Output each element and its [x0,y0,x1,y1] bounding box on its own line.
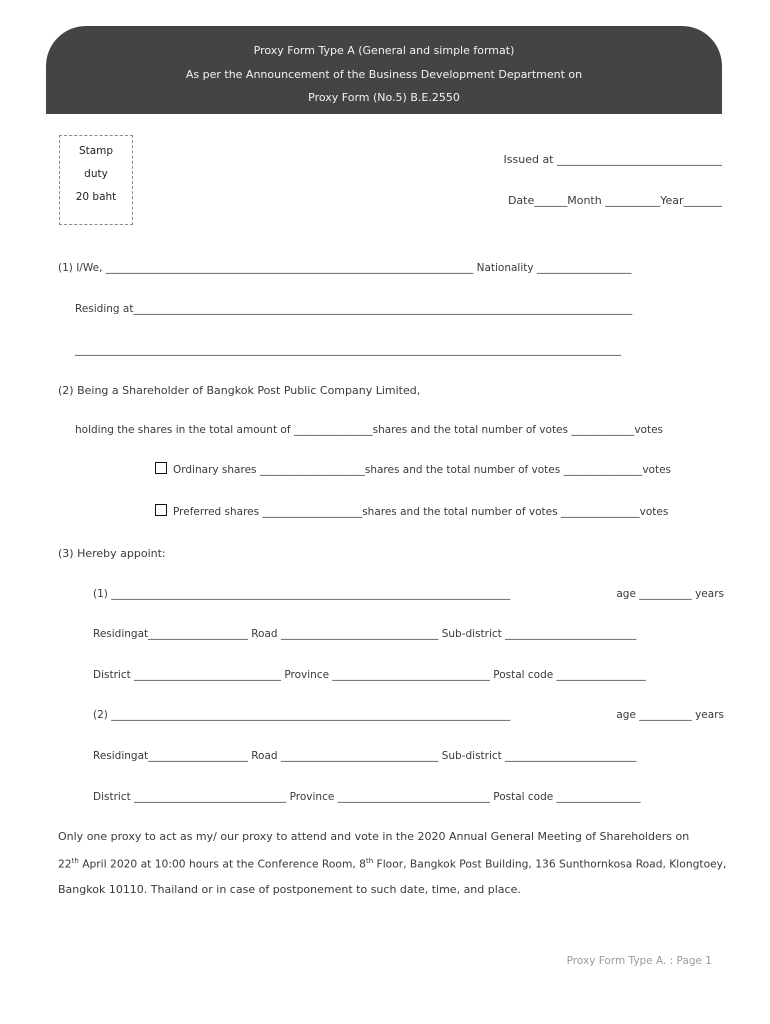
proxy-2-age-field[interactable]: age __________ years [616,709,724,721]
page-footer: Proxy Form Type A. : Page 1 [566,955,712,967]
total-shares-field[interactable]: holding the shares in the total amount of _______________shares and the total number of votes ____________votes [75,424,664,436]
preferred-shares-field[interactable]: Preferred shares ___________________shares and the total number of votes _______________votes [173,506,669,518]
proxy-2-residing-field[interactable]: Residingat___________________ Road ______________________________ Sub-district _________________________ [93,750,637,762]
form-header [46,26,722,114]
header-title: Proxy Form Type A (General and simple format) [253,44,515,57]
ordinary-shares-checkbox[interactable] [155,462,167,474]
header-reference: Proxy Form (No.5) B.E.2550 [308,91,460,104]
proxy-2-district-field[interactable]: District _____________________________ Province _____________________________ Postal code ________________ [93,791,641,803]
shareholder-name-field[interactable]: (1) I/We, ______________________________________________________________________ Nationality __________________ [58,262,632,274]
address-continuation-field[interactable]: ________________________________________________________________________________________________________ [75,344,621,356]
proxy-paragraph-line-3: Bangkok 10110. Thailand or in case of postponement to such date, time, and place. [58,883,521,896]
stamp-line-3: 20 baht [75,191,117,203]
proxy-1-district-field[interactable]: District ____________________________ Province ______________________________ Postal code _________________ [93,669,646,681]
ordinary-shares-field[interactable]: Ordinary shares ____________________shares and the total number of votes _______________votes [173,464,672,476]
section-3-title: (3) Hereby appoint: [58,547,166,560]
section-2-title: (2) Being a Shareholder of Bangkok Post Public Company Limited, [58,384,421,397]
preferred-shares-checkbox[interactable] [155,504,167,516]
proxy-paragraph-line-2: 22th April 2020 at 10:00 hours at the Conference Room, 8th Floor, Bangkok Post Building, 136 Sunthornkosa Road, Klongtoey, [58,857,727,871]
stamp-line-2: duty [84,168,108,180]
proxy-2-name-field[interactable]: (2) ____________________________________________________________________________ [93,709,511,721]
date-field[interactable]: Date______Month __________Year_______ [507,194,722,207]
proxy-1-name-field[interactable]: (1) ____________________________________________________________________________ [93,588,511,600]
issued-at-field[interactable]: Issued at ______________________________ [503,153,722,166]
stamp-duty-box [59,135,133,225]
proxy-1-residing-field[interactable]: Residingat___________________ Road ______________________________ Sub-district _________________________ [93,628,637,640]
header-subtitle: As per the Announcement of the Business Development Department on [185,68,583,81]
proxy-1-age-field[interactable]: age __________ years [616,588,724,600]
proxy-paragraph-line-1: Only one proxy to act as my/ our proxy to attend and vote in the 2020 Annual General Meeting of Shareholders on [58,830,690,843]
residing-field[interactable]: Residing at_______________________________________________________________________________________________ [75,303,633,315]
stamp-line-1: Stamp [78,145,114,157]
